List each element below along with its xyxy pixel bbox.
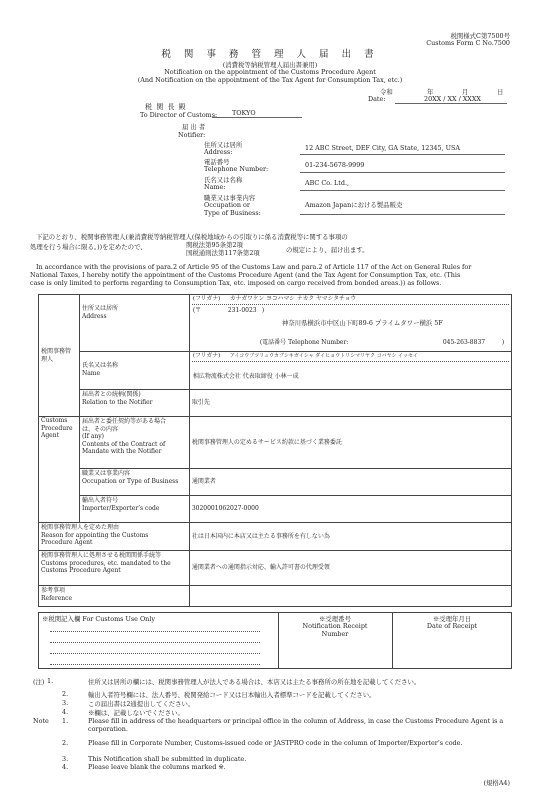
reference-label-en: Reference	[41, 594, 73, 602]
notifier-name-jp: 氏名又は名称	[204, 176, 243, 184]
notifier-phone-value[interactable]: 01-234-5678-9999	[305, 161, 365, 169]
importer-label-en: Importer/Exporter’s code	[81, 504, 160, 512]
postal-suffix: )	[261, 307, 265, 314]
address-label-en: Address	[81, 312, 107, 320]
note-jp-4-number: 4.	[62, 708, 69, 716]
telephone-close: )	[501, 339, 505, 346]
notifier-name-value[interactable]: ABC Co. Ltd.,	[305, 179, 350, 187]
paper-size: (規格A4)	[483, 779, 510, 787]
note-en-4-number: 4.	[62, 763, 69, 771]
customs-group-label-1: Customs	[41, 417, 68, 424]
name-furigana-label: (フリガナ)	[192, 353, 221, 359]
note-en-3: This Notification shall be submitted in duplicate.	[88, 755, 247, 763]
notifier-occupation-en-2: Type of Business:	[204, 209, 261, 217]
name-furigana: アイコウブツリュウカブシキガイシャ ダイヒョウトリシマリヤク コバヤシ イッセイ	[229, 353, 418, 359]
notifier-label-jp: 届 出 者	[182, 123, 206, 131]
address-furigana: カナガワケン ヨコハマシ ナカク ヤマシタチョウ	[229, 296, 357, 302]
date-underline	[395, 103, 507, 104]
contract-value[interactable]: 税関事務管理人の定めるサービス約款に基づく業務委託	[191, 438, 342, 446]
receipt-date-jp: ※受理年月日	[432, 615, 472, 623]
reason-label-cell	[39, 523, 190, 551]
procedures-label-jp: 税関事務管理人に処理させる税関関係手続等	[41, 552, 162, 559]
agent-group-cell	[39, 295, 80, 417]
director-underline	[212, 117, 302, 118]
reference-label-jp: 参考事項	[41, 587, 66, 594]
notifier-phone-jp: 電話番号	[204, 158, 230, 166]
agent-group-label: 税関事務管理人	[41, 348, 72, 363]
form-title-en-2: (And Notification on the appointment of the Tax Agent for Consumption Tax, etc.)	[137, 76, 403, 84]
notifier-phone-en: Telephone Number:	[204, 165, 269, 173]
receipt-number-jp: ※受理番号	[319, 615, 351, 623]
relation-value[interactable]: 取引先	[191, 399, 210, 407]
note-jp-1-number: 1.	[47, 677, 54, 685]
statement-jp-2a: 処理を行う場合に限る。))を定めたので、	[30, 243, 147, 251]
notifier-name-en: Name:	[204, 183, 226, 191]
contract-label-jp-1: 届出者と委任契約等がある場合	[81, 418, 166, 425]
notes-en-marker: Note	[33, 717, 49, 725]
note-en-4: Please leave blank the columns marked ※.	[88, 763, 226, 771]
telephone-label: (電話番号 Telephone Number:	[259, 339, 349, 346]
notifier-occupation-en-1: Occupation or	[204, 201, 250, 209]
name-value-cell[interactable]	[189, 352, 511, 390]
address-label-cell	[79, 295, 189, 352]
telephone-value[interactable]: 045-263-8837	[442, 339, 486, 346]
contract-value-cell[interactable]	[189, 417, 511, 469]
month-label: 月	[462, 88, 469, 96]
occupation-label-en: Occupation or Type of Business	[81, 477, 179, 485]
reason-label-en-1: Reason for appointing the Customs	[41, 531, 149, 539]
reason-value-cell[interactable]	[189, 523, 511, 551]
relation-label-en: Relation to the Notifier	[81, 398, 153, 406]
procedures-value-cell[interactable]	[189, 551, 511, 586]
postal-code[interactable]: 231-0023	[227, 307, 257, 314]
director-label-jp: 税 関 長 殿	[145, 103, 187, 111]
reference-value-cell[interactable]	[189, 586, 511, 607]
statement-law-1: 関税法第95条第2項	[186, 241, 243, 249]
procedures-label-cell	[39, 551, 190, 586]
receipt-number-en-1: Notification Receipt	[302, 622, 368, 630]
note-en-1a: Please fill in address of the headquarters or principal office in the column of Address, in case the Customs Procedure Agent is a	[88, 717, 504, 725]
notifier-address-value[interactable]: 12 ABC Street, DEF City, GA State, 12345, USA	[305, 144, 460, 152]
postal-prefix: (〒	[192, 307, 202, 314]
form-title: 税 関 事 務 管 理 人 届 出 書	[161, 49, 379, 60]
form-number-en: Customs Form C No.7500	[426, 39, 510, 47]
date-value[interactable]: 20XX / XX / XXXX	[424, 95, 481, 103]
notes-jp-marker: (注)	[33, 678, 45, 686]
customs-group-label-2: Procedure	[41, 424, 73, 432]
importer-label-cell	[79, 496, 189, 523]
relation-label-jp: 届出者との続柄(関係)	[81, 391, 141, 398]
contract-label-en-3: Mandate with the Notifier	[81, 448, 162, 455]
note-en-1-number: 1.	[62, 717, 69, 725]
form-title-en-1: Notification on the appointment of the Customs Procedure Agent	[164, 68, 376, 76]
reason-label-en-2: Procedure Agent	[41, 539, 93, 546]
customs-group-cell	[39, 417, 80, 523]
notifier-address-jp: 住所又は居所	[204, 141, 243, 149]
statement-jp-1: 下記のとおり、税関事務管理人(兼消費税等納税管理人(保税地域からの引取りに係る消費税等に関する事項の	[36, 233, 348, 241]
notifier-occupation-value[interactable]: Amazon Japanにおける製品販売	[305, 201, 403, 209]
statement-en-3: case is only limited to perform regarding to Consumption Tax, etc. imposed on cargo received from bonded areas.)) as follows.	[30, 279, 442, 287]
director-value[interactable]: TOKYO	[232, 109, 256, 117]
reason-value[interactable]: 社は日本国内に本店又は主たる事務所を有しない為	[191, 532, 330, 540]
occupation-value-cell[interactable]	[189, 469, 511, 496]
receipt-date-en: Date of Receipt	[426, 622, 478, 630]
era-label: 令和	[380, 88, 393, 96]
date-label: Date:	[368, 95, 386, 103]
procedures-label-en-2: Customs Procedure Agent	[41, 567, 121, 574]
notifier-name-underline	[300, 190, 505, 191]
receipt-number-en-2: Number	[321, 630, 349, 638]
reference-label-cell	[39, 586, 190, 607]
procedures-value[interactable]: 通関業者への通関指示対応、輸入許可書の代理受領	[191, 564, 330, 572]
customs-use-label: ※税関記入欄 For Customs Use Only	[42, 615, 155, 623]
statement-en-2: National Taxes, I hereby notify the appointment of the Customs Procedure Agent (and the Tax Agent for Consumption Tax, etc. (This	[30, 271, 461, 279]
director-label-en: To Director of Customs:	[140, 111, 218, 119]
agent-address-value[interactable]: 神奈川県横浜市中区山下町89-6 プライムタワー横浜 5F	[281, 319, 443, 327]
relation-label-cell	[79, 390, 189, 417]
importer-value-cell[interactable]	[189, 496, 511, 523]
contract-label-jp-2: は、その内容	[81, 425, 118, 433]
form-number-jp: 税関様式C第7500号	[450, 32, 510, 40]
notifier-phone-underline	[300, 172, 505, 173]
note-en-2: Please fill in Corporate Number, Customs-issued code or JASTPRO code in the column of Importer/Exporter’s code.	[88, 739, 463, 747]
notifier-address-underline	[300, 154, 505, 155]
importer-code-value[interactable]: 3020001062027-0000	[191, 505, 259, 513]
note-jp-3-number: 3.	[62, 699, 69, 707]
relation-value-cell[interactable]	[189, 390, 511, 417]
name-label-jp: 氏名又は名称	[81, 362, 118, 369]
customs-group-label-3: Agent	[41, 432, 59, 439]
contract-label-en-2: Contents of the Contract of	[81, 440, 166, 448]
address-value-cell[interactable]	[189, 295, 511, 352]
note-jp-1: 住所又は居所の欄には、税関事務管理人が法人である場合は、本店又は主たる事務所の所在地を記載してください。	[88, 678, 421, 686]
notifier-occupation-underline	[300, 214, 505, 215]
form-subtitle: (消費税等納税管理人届出書兼用)	[222, 61, 318, 69]
note-jp-2: 輸出入者符号欄には、法人番号、税関発給コード又は日本輸出入者標準コードを記載してください。	[88, 691, 376, 699]
contract-label-cell	[79, 417, 189, 469]
occupation-label-cell	[79, 469, 189, 496]
statement-law-2: 国税通則法第117条第2項	[186, 249, 260, 257]
year-label: 年	[427, 88, 434, 96]
agent-table	[38, 294, 512, 607]
occupation-value[interactable]: 通関業者	[191, 478, 216, 486]
statement-en-1: In accordance with the provisions of para.2 of Article 95 of the Customs Law and para.2 of Article 117 of the Act on General Rules for	[36, 263, 472, 271]
note-en-3-number: 3.	[62, 755, 69, 763]
name-label-en: Name	[81, 369, 101, 377]
day-label: 日	[497, 88, 504, 96]
note-en-1b: corporation.	[88, 725, 128, 733]
notifier-label-en: Notifier:	[178, 131, 206, 139]
note-en-2-number: 2.	[62, 739, 69, 747]
reason-label-jp: 税関事務管理人を定めた理由	[41, 524, 120, 531]
importer-label-jp: 輸出入者符号	[81, 497, 118, 504]
note-jp-4: ※欄は、記載しないでください。	[88, 709, 184, 717]
procedures-label-en-1: Customs procedures, etc. mandated to the	[41, 559, 171, 567]
notifier-occupation-jp: 職業又は事業内容	[204, 194, 256, 202]
notifier-address-en: Address:	[204, 148, 233, 156]
contract-label-en-1: (If any)	[81, 433, 104, 440]
name-label-cell	[79, 352, 189, 390]
note-jp-2-number: 2.	[62, 690, 69, 698]
occupation-label-jp: 職業又は事業内容	[81, 470, 130, 477]
statement-jp-2b: の規定により、届け出ます。	[286, 246, 369, 254]
address-label-jp: 住所又は居所	[81, 305, 118, 312]
agent-name-value[interactable]: 相広物流株式会社 代表取締役 小林一成	[192, 373, 299, 380]
note-jp-3: この届出書は2通提出してください。	[88, 700, 195, 708]
address-furigana-label: (フリガナ)	[192, 296, 221, 302]
